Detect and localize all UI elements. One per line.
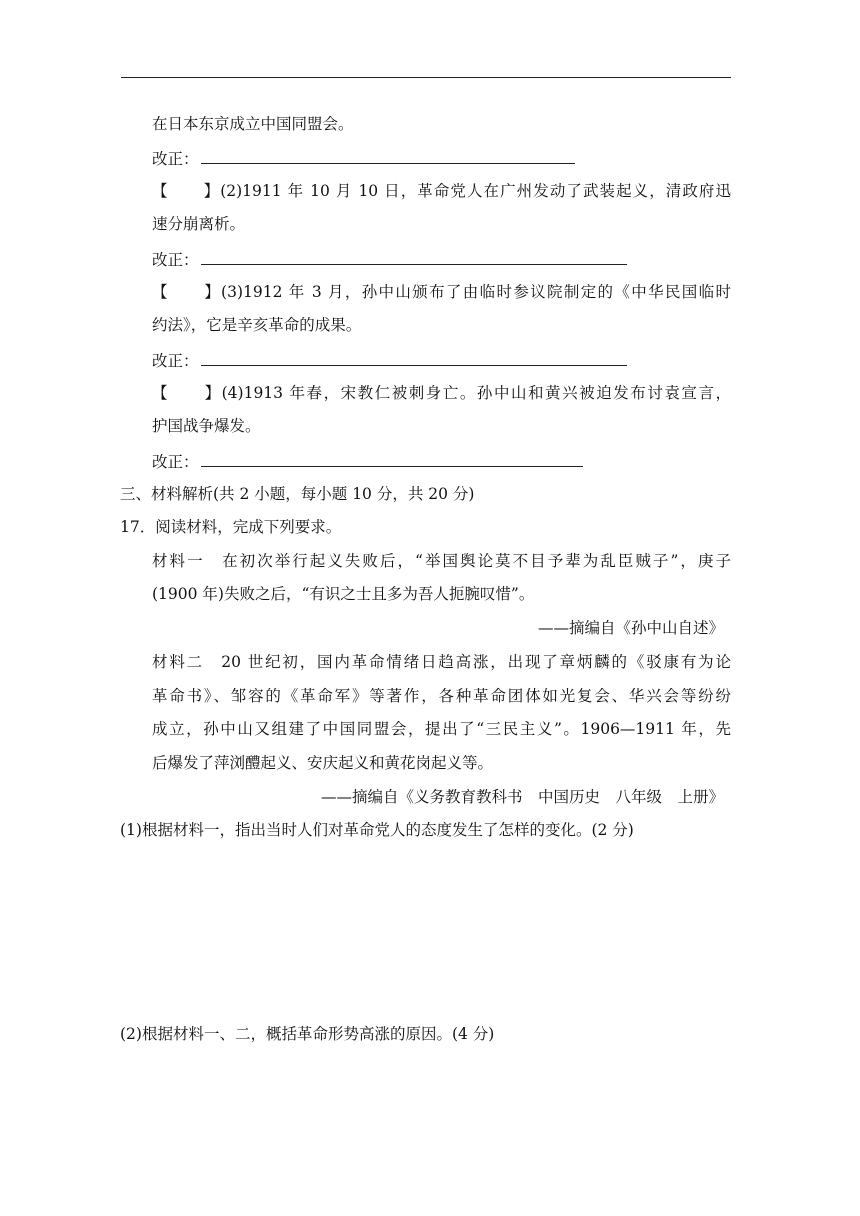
answer-blank[interactable] <box>201 450 583 467</box>
item-3-line-1 <box>152 282 731 302</box>
open-bracket: 【 <box>152 182 169 200</box>
correction-label: 改正： <box>152 150 199 168</box>
answer-area-1[interactable] <box>120 846 730 1016</box>
item-2-line-2: 速分崩离析。 <box>152 215 246 233</box>
item-4-text: 】(4)1913 年春，宋教仁被刺身亡。孙中山和黄兴被迫发布讨袁宣言， <box>203 384 731 402</box>
item-4-line-1 <box>152 383 731 403</box>
correction-line-2 <box>152 248 627 270</box>
item-3-text: 】(3)1912 年 3 月，孙中山颁布了由临时参议院制定的《中华民国临时 <box>202 283 731 301</box>
item-continuation: 在日本东京成立中国同盟会。 <box>152 115 354 133</box>
question-17-stem: 17．阅读材料，完成下列要求。 <box>120 518 342 536</box>
item-2-line-1 <box>152 181 731 201</box>
correction-label: 改正： <box>152 352 199 370</box>
material-1-line-2: (1900 年)失败之后，“有识之士且多为吾人扼腕叹惜”。 <box>152 585 535 603</box>
answer-blank[interactable] <box>201 147 575 164</box>
material-2-source: ——摘编自《义务教育教科书 中国历史 八年级 上册》 <box>320 788 724 806</box>
material-2-line-2: 革命书》、邹容的《革命军》等著作，各种革命团体如光复会、华兴会等纷纷 <box>152 687 731 705</box>
material-2-line-1: 材料二 20 世纪初，国内革命情绪日趋高涨，出现了章炳麟的《驳康有为论 <box>152 653 731 671</box>
open-bracket: 【 <box>152 283 169 301</box>
material-2-line-4: 后爆发了萍浏醴起义、安庆起义和黄花岗起义等。 <box>152 754 494 772</box>
item-3-line-2: 约法》，它是辛亥革命的成果。 <box>152 316 362 334</box>
material-1-source: ——摘编自《孙中山自述》 <box>537 619 724 637</box>
correction-line-1 <box>152 147 575 169</box>
sub-question-1: (1)根据材料一，指出当时人们对革命党人的态度发生了怎样的变化。(2 分) <box>120 821 634 839</box>
header-rule <box>121 77 731 78</box>
answer-bracket[interactable] <box>152 283 203 301</box>
section-heading: 三、材料解析(共 2 小题，每小题 10 分，共 20 分) <box>120 485 475 503</box>
item-4-line-2: 护国战争爆发。 <box>152 417 261 435</box>
item-2-text: 】(2)1911 年 10 月 10 日，革命党人在广州发动了武装起义，清政府迅 <box>202 182 731 200</box>
correction-label: 改正： <box>152 453 199 471</box>
correction-line-4 <box>152 450 583 472</box>
answer-blank[interactable] <box>201 349 627 366</box>
answer-area-2[interactable] <box>120 1050 730 1200</box>
sub-question-2: (2)根据材料一、二，概括革命形势高涨的原因。(4 分) <box>120 1025 495 1043</box>
material-2-line-3: 成立，孙中山又组建了中国同盟会，提出了“三民主义”。1906—1911 年，先 <box>152 720 731 738</box>
correction-label: 改正： <box>152 251 199 269</box>
answer-blank[interactable] <box>201 248 627 265</box>
answer-bracket[interactable] <box>152 182 203 200</box>
open-bracket: 【 <box>152 384 170 402</box>
answer-bracket[interactable] <box>152 384 203 402</box>
correction-line-3 <box>152 349 627 371</box>
material-1-line-1: 材料一 在初次举行起义失败后，“举国舆论莫不目予辈为乱臣贼子”，庚子 <box>152 552 731 570</box>
